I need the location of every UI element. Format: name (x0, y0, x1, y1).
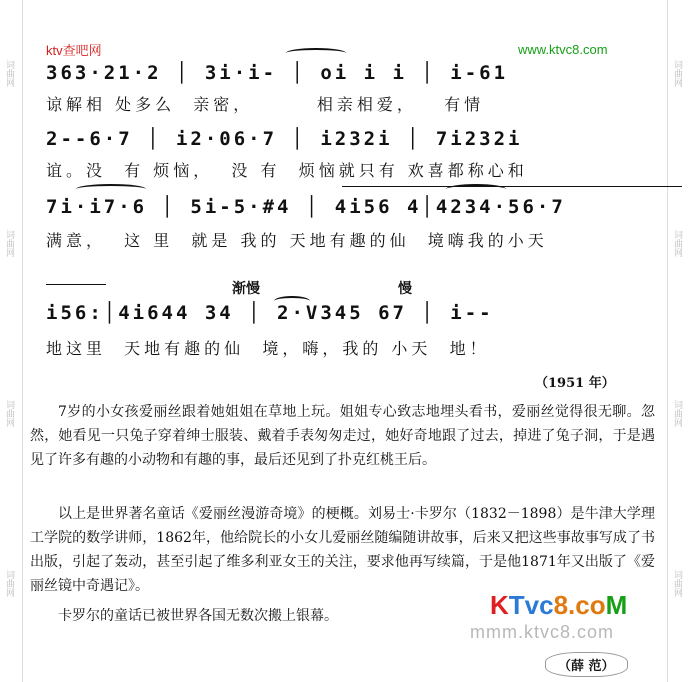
slur-mark (76, 184, 146, 194)
repeat-bracket (46, 284, 106, 285)
notation-line: i56:│4i644 34 │ 2·V345 67 │ i-- (46, 302, 494, 324)
slur-mark (286, 48, 346, 58)
right-strip-mark: 词曲网 (672, 400, 682, 427)
score-row-2 (46, 124, 646, 184)
score-row-1 (46, 58, 646, 118)
paragraph-2: 以上是世界著名童话《爱丽丝漫游奇境》的梗概。刘易士·卡罗尔（1832－1898）是牛津大学理工学院的数学讲师，1862年，他给院长的小女儿爱丽丝随编随讲故事，后来又把这些事故事写成了书出版，引起了轰动，甚至引起了维多利亚女王的关注，要求他再写续篇，于是他1871年又出版了《爱丽丝镜中奇遇记》。 (30, 506, 655, 594)
right-strip-mark: 词曲网 (672, 230, 682, 257)
watermark-url: mmm.ktvc8.com (470, 622, 615, 642)
notation-line: 7i·i7·6 │ 5i-5·#4 │ 4i56 4│4234·56·7 (46, 196, 566, 218)
paragraph-1: 7岁的小女孩爱丽丝跟着她姐姐在草地上玩。姐姐专心致志地埋头看书，爱丽丝觉得很无聊。忽然，她看见一只兔子穿着绅士服装、戴着手表匆匆走过，她好奇地跟了过去，掉进了兔子洞，于是遇见了许多有趣的小动物和有趣的事，最后还见到了扑克红桃王后。 (30, 404, 655, 468)
watermark-top-left: ktv查吧网 (46, 43, 102, 58)
left-margin-strip (0, 0, 23, 682)
author-signature: （薛 范） (545, 652, 628, 677)
tempo-mark-ritardando: 渐慢 (232, 281, 260, 297)
lyrics-line: 地这里 天地有趣的仙 境，嗨，我的 小天 地！ (46, 339, 490, 358)
left-strip-mark: 词曲网 (4, 230, 14, 257)
right-strip-mark: 词曲网 (672, 570, 682, 597)
logo-part: Tvc (508, 590, 554, 620)
notation-line: 2--6·7 │ i2·06·7 │ i232i │ 7i232i (46, 128, 523, 150)
right-strip-mark: 词曲网 (672, 60, 682, 87)
lyrics-line: 谅解相 处多么 亲密， 相亲相爱， 有情 (46, 95, 485, 114)
logo-part: K (490, 590, 509, 620)
lyrics-line: 谊。没 有 烦恼， 没 有 烦恼就只有 欢喜都称心和 (46, 161, 528, 180)
left-strip-mark: 词曲网 (4, 60, 14, 87)
left-strip-mark: 词曲网 (4, 570, 14, 597)
watermark-top-right: www.ktvc8.com (518, 42, 608, 57)
score-row-3 (46, 192, 646, 256)
logo-part: M (605, 590, 628, 620)
logo-part: 8.co (553, 590, 606, 620)
tempo-mark-slow: 慢 (398, 281, 412, 297)
left-strip-mark: 词曲网 (4, 400, 14, 427)
composition-year: （1951 年） (535, 376, 615, 391)
lyrics-line: 满意， 这 里 就是 我的 天地有趣的仙 境嗨我的小天 (46, 231, 548, 250)
notation-line: 363·21·2 │ 3i·i- │ oi i i │ i-61 (46, 62, 509, 84)
repeat-bracket (342, 186, 682, 187)
score-row-4 (46, 278, 646, 358)
watermark-logo (490, 590, 627, 621)
paragraph-3: 卡罗尔的童话已被世界各国无数次搬上银幕。 (58, 608, 338, 624)
right-margin-strip (667, 0, 690, 682)
